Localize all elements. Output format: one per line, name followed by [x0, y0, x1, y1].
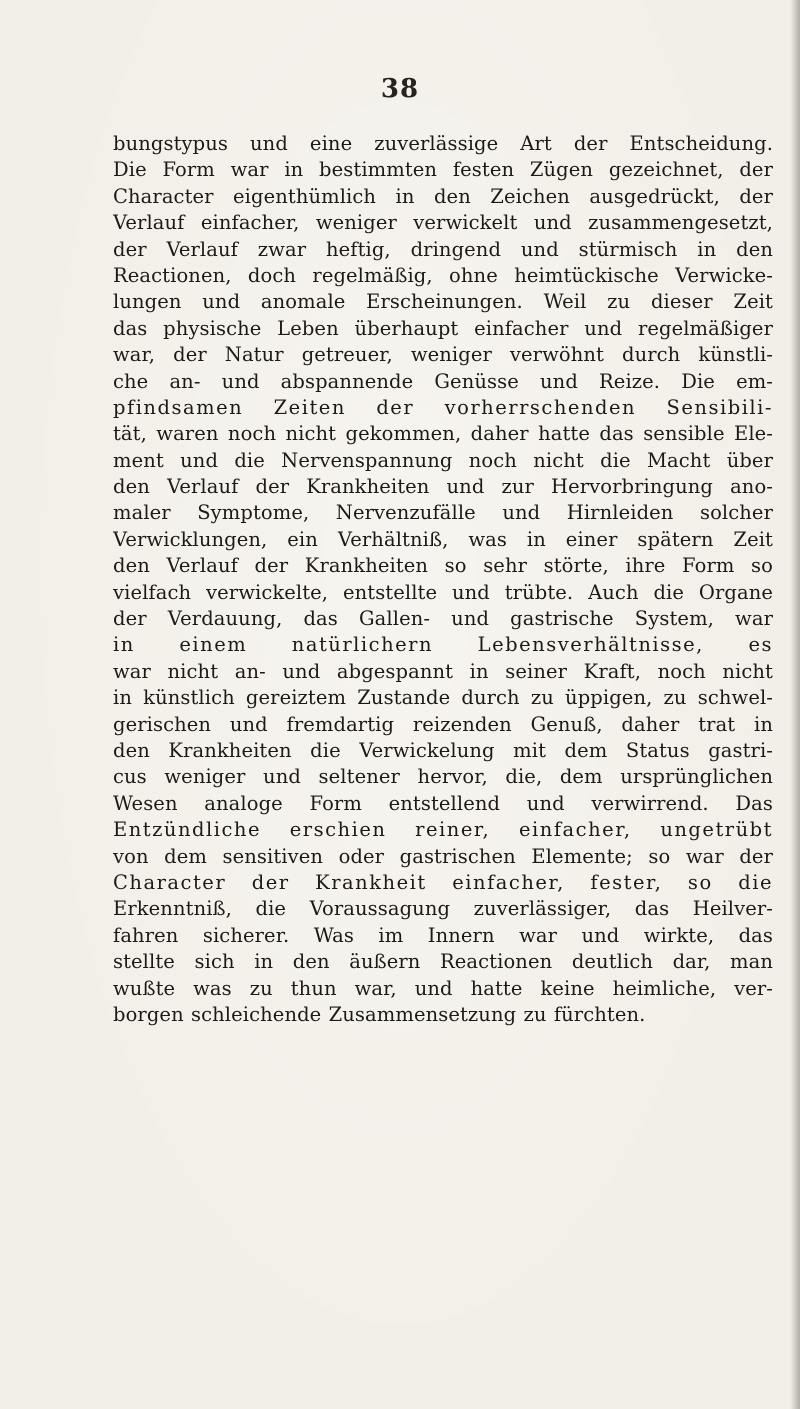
text-line: che an- und abspannende Genüsse und Reize. Die em- — [113, 369, 773, 393]
text-line: den Verlauf der Krankheiten und zur Hervorbringung ano- — [113, 475, 773, 499]
text-line: wußte was zu thun war, und hatte keine heimliche, ver- — [113, 976, 773, 1000]
text-line: fahren sicherer. Was im Innern war und wirkte, das — [113, 923, 773, 947]
text-line: den Krankheiten die Verwickelung mit dem Status gastri- — [113, 738, 773, 762]
text-line: ment und die Nervenspannung noch nicht die Macht über — [113, 448, 773, 472]
text-line: von dem sensitiven oder gastrischen Elemente; so war der — [113, 844, 773, 868]
text-line: bungstypus und eine zuverlässige Art der Entscheidung. — [113, 132, 773, 155]
text-line: gerischen und fremdartig reizenden Genuß, daher trat in — [113, 712, 773, 736]
text-line: Verwicklungen, ein Verhältniß, was in einer spätern Zeit — [113, 527, 773, 551]
text-line: Wesen analoge Form entstellend und verwirrend. Das — [113, 791, 773, 815]
text-line: der Verlauf zwar heftig, dringend und stürmisch in den — [113, 237, 773, 261]
text-line: Erkenntniß, die Voraussagung zuverlässiger, das Heilver- — [113, 897, 773, 921]
text-line: war nicht an- und abgespannt in seiner Kraft, noch nicht — [113, 659, 773, 683]
text-line: in künstlich gereiztem Zustande durch zu üppigen, zu schwel- — [113, 686, 773, 710]
text-line: in einem natürlichern Lebensverhältnisse, es — [113, 633, 773, 657]
page-number: 38 — [380, 74, 420, 104]
text-line: Die Form war in bestimmten festen Zügen gezeichnet, der — [113, 158, 773, 182]
text-line: den Verlauf der Krankheiten so sehr störte, ihre Form so — [113, 554, 773, 578]
text-line: das physische Leben überhaupt einfacher und regelmäßiger — [113, 316, 773, 340]
text-line: cus weniger und seltener hervor, die, dem ursprünglichen — [113, 765, 773, 789]
text-line: Reactionen, doch regelmäßig, ohne heimtückische Verwicke- — [113, 263, 773, 287]
text-line: lungen und anomale Erscheinungen. Weil zu dieser Zeit — [113, 290, 773, 314]
text-line: Entzündliche erschien reiner, einfacher, ungetrübt — [113, 818, 773, 842]
text-line: borgen schleichende Zusammensetzung zu fürchten. — [113, 1002, 646, 1026]
text-line: maler Symptome, Nervenzufälle und Hirnleiden solcher — [113, 501, 773, 525]
text-line: Character eigenthümlich in den Zeichen ausgedrückt, der — [113, 184, 773, 208]
text-line: tät, waren noch nicht gekommen, daher hatte das sensible Ele- — [113, 422, 773, 446]
text-line: pfindsamen Zeiten der vorherrschenden Sensibili- — [113, 395, 773, 419]
body-text — [113, 131, 773, 1028]
text-line: vielfach verwickelte, entstellte und trübte. Auch die Organe — [113, 580, 773, 604]
text-line: stellte sich in den äußern Reactionen deutlich dar, man — [113, 950, 773, 974]
text-line: der Verdauung, das Gallen- und gastrische System, war — [113, 607, 773, 631]
text-line: war, der Natur getreuer, weniger verwöhnt durch künstli- — [113, 343, 773, 367]
text-line: Character der Krankheit einfacher, fester, so die — [113, 870, 773, 894]
page-edge-shadow — [790, 0, 800, 1409]
text-line: Verlauf einfacher, weniger verwickelt und zusammengesetzt, — [113, 211, 773, 235]
